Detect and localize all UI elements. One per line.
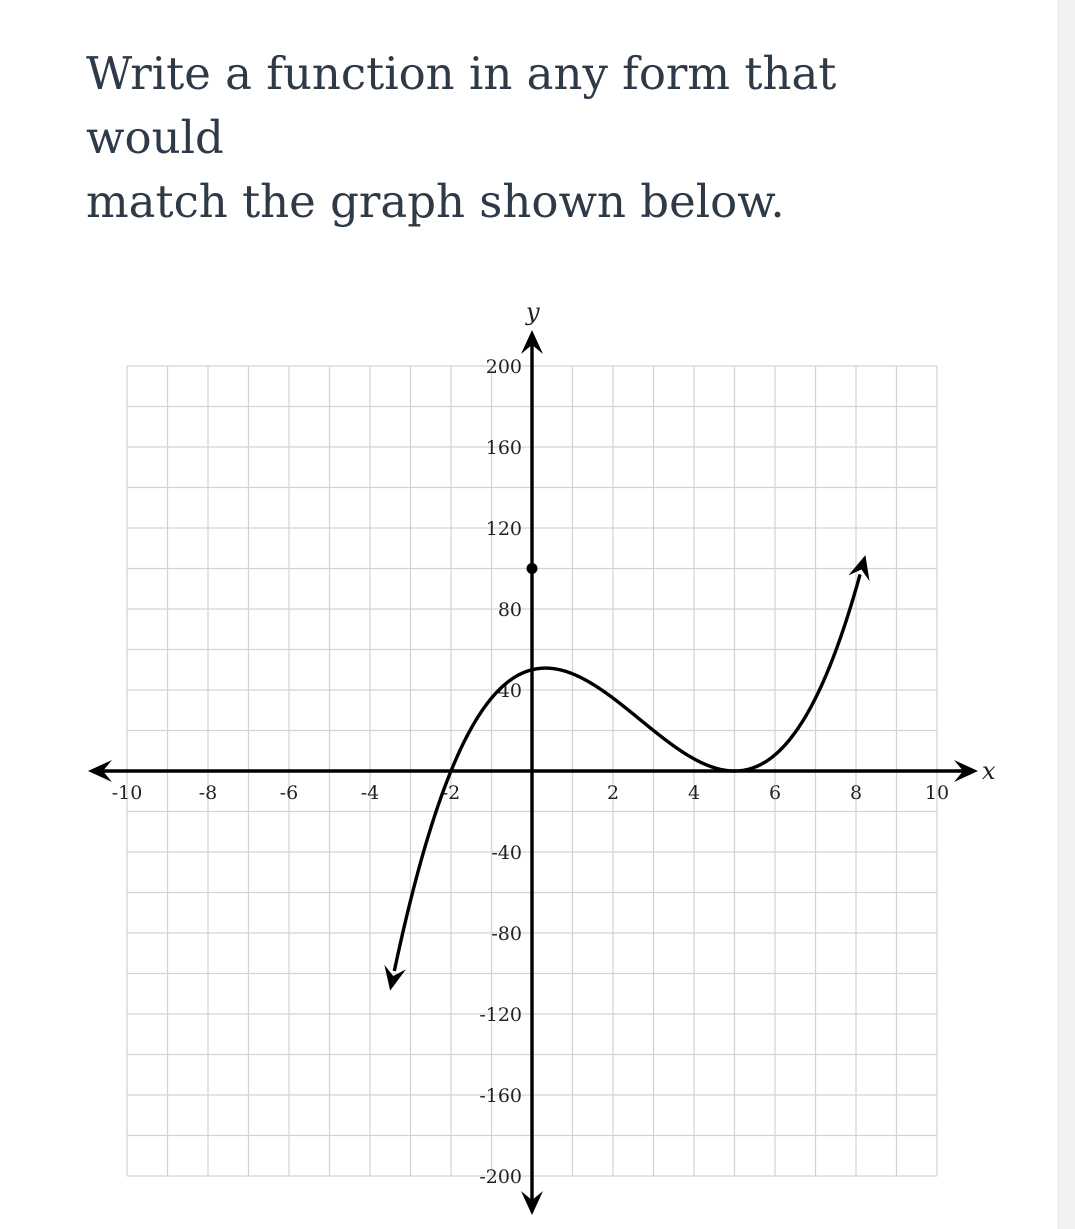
- y-tick-label: -200: [479, 1166, 522, 1188]
- y-axis-label: y: [526, 298, 540, 326]
- y-tick-label: -120: [479, 1004, 522, 1026]
- y-intercept-point: [527, 563, 538, 574]
- x-tick-label: 10: [924, 782, 950, 804]
- x-axis-label: x: [982, 757, 996, 785]
- x-tick-label: 4: [687, 782, 701, 804]
- x-tick-label: 6: [768, 782, 782, 804]
- y-tick-label: -160: [479, 1085, 522, 1107]
- question-line-1: Write a function in any form that would: [86, 47, 837, 164]
- y-tick-label: 80: [497, 599, 522, 621]
- y-tick-label: -40: [491, 842, 522, 864]
- function-curve: [394, 574, 863, 971]
- y-tick-label: 120: [485, 518, 522, 540]
- x-tick-label: -2: [441, 782, 461, 804]
- x-tick-label: 2: [606, 782, 620, 804]
- y-tick-label: -80: [491, 923, 522, 945]
- x-tick-label: -6: [279, 782, 299, 804]
- x-tick-label: -4: [360, 782, 380, 804]
- x-tick-label: 8: [849, 782, 863, 804]
- x-tick-label: -10: [111, 782, 143, 804]
- question-line-2: match the graph shown below.: [86, 175, 785, 228]
- y-tick-label: 160: [485, 437, 522, 459]
- x-tick-label: -8: [198, 782, 218, 804]
- y-tick-label: 200: [485, 356, 522, 378]
- y-tick-label: 40: [497, 680, 522, 702]
